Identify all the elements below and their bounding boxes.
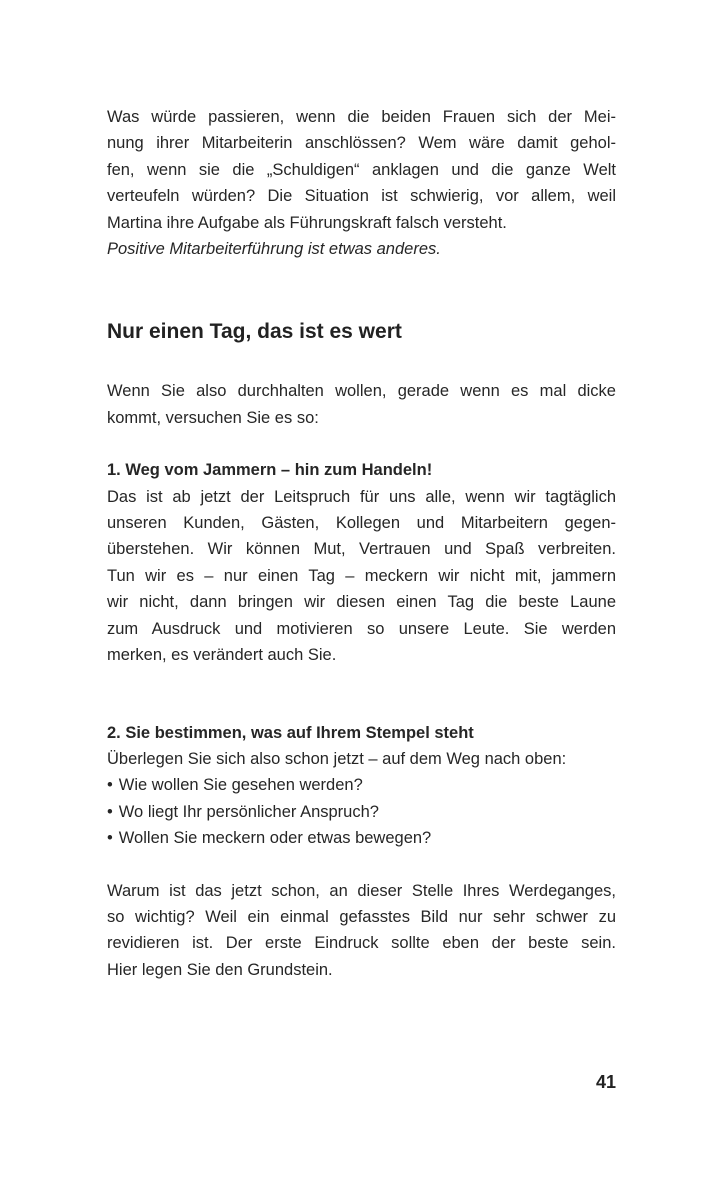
bullet-text: Wo liegt Ihr persönlicher Anspruch? xyxy=(118,802,379,821)
point-1-line: merken, es verändert auch Sie. xyxy=(107,646,337,665)
bullet-item xyxy=(107,825,616,851)
point-1-line: wir nicht, dann bringen wir diesen einen Tag die beste Laune xyxy=(107,593,616,612)
point-2-intro-line: Überlegen Sie sich also schon jetzt – auf dem Weg nach oben: xyxy=(107,749,567,768)
point-2 xyxy=(107,720,616,852)
bullet-item xyxy=(107,772,616,798)
point-1-line: zum Ausdruck und motivieren so unsere Leute. Sie werden xyxy=(107,619,616,638)
closing-paragraph xyxy=(107,878,616,984)
bullet-item xyxy=(107,799,616,825)
point-1-body xyxy=(107,484,616,669)
point-1-title: 1. Weg vom Jammern – hin zum Handeln! xyxy=(107,461,433,480)
bullet-text: Wollen Sie meckern oder etwas bewegen? xyxy=(118,829,432,848)
point-2-title: 2. Sie bestimmen, was auf Ihrem Stempel steht xyxy=(107,723,474,742)
point-1-line: Tun wir es – nur einen Tag – meckern wir nicht mit, jammern xyxy=(107,566,616,585)
section-heading: Nur einen Tag, das ist es wert xyxy=(107,320,402,344)
intro-line: Martina ihre Aufgabe als Führungskraft falsch versteht. xyxy=(107,213,507,232)
intro-line: verteufeln würden? Die Situation ist schwierig, vor allem, weil xyxy=(107,187,616,206)
intro-line: fen, wenn sie die „Schuldigen“ anklagen und die ganze Welt xyxy=(107,160,616,179)
point-1-line: unseren Kunden, Gästen, Kollegen und Mitarbeitern gegen- xyxy=(107,514,616,533)
closing-line: so wichtig? Weil ein einmal gefasstes Bild nur sehr schwer zu xyxy=(107,907,616,926)
intro-line: Was würde passieren, wenn die beiden Frauen sich der Mei- xyxy=(107,108,616,126)
closing-line: Hier legen Sie den Grundstein. xyxy=(107,960,333,979)
bullet-text: Wie wollen Sie gesehen werden? xyxy=(118,776,363,795)
closing-line: Warum ist das jetzt schon, an dieser Stelle Ihres Werdeganges, xyxy=(107,881,616,900)
lead-paragraph xyxy=(107,378,616,431)
intro-italic-line: Positive Mitarbeiterführung ist etwas anderes. xyxy=(107,240,441,259)
intro-paragraph xyxy=(107,104,616,262)
point-1-line: Das ist ab jetzt der Leitspruch für uns alle, wenn wir tagtäglich xyxy=(107,487,616,506)
page-number: 41 xyxy=(595,1072,616,1092)
point-1-line: überstehen. Wir können Mut, Vertrauen und Spaß verbreiten. xyxy=(107,540,616,559)
lead-line: Wenn Sie also durchhalten wollen, gerade wenn es mal dicke xyxy=(107,382,616,401)
book-page xyxy=(107,104,616,983)
bullet-list xyxy=(107,772,616,851)
point-1 xyxy=(107,457,616,668)
closing-line: revidieren ist. Der erste Eindruck sollte eben der beste sein. xyxy=(107,934,616,953)
intro-line: nung ihrer Mitarbeiterin anschlössen? Wem wäre damit gehol- xyxy=(107,134,616,153)
point-2-intro xyxy=(107,746,616,772)
lead-line: kommt, versuchen Sie es so: xyxy=(107,408,319,427)
